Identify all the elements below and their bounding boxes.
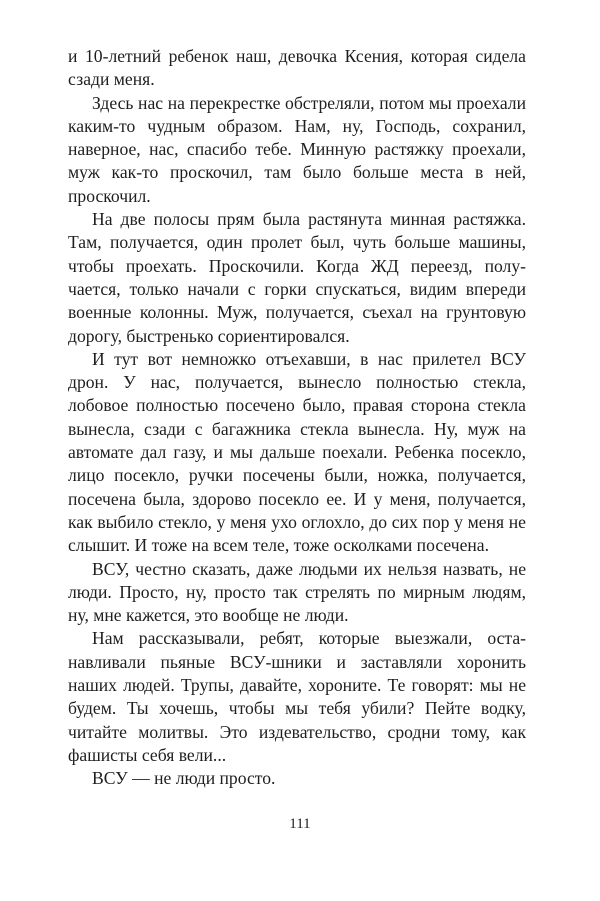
- paragraph-2: Здесь нас на перекрестке обстреляли, потом мы проехали каким-то чудным образом. Нам, ну, Господь, сохранил, наверное, нас, спасибо тебе. Минную растяжку проехали, муж как-то проскочил, там было больше места в ней, проскочил.: [68, 92, 526, 206]
- paragraph-7: ВСУ — не люди просто.: [92, 768, 276, 789]
- paragraph-4: И тут вот немножко отъехавши, в нас прилетел ВСУ дрон. У нас, получается, вынесло полностью стекла, лобовое полностью посечено было, правая сторона стекла вынесла, сзади с багажника стекла вынесла. Ну, муж на автомате дал газу, и мы дальше поехали. Ребенка посекло, лицо посекло, ручки посечены были, ножка, получается, посечена была, здорово посекло ее. И у меня, получается, как выбило стекло, у меня ухо оглохло, до сих пор у меня не слышит. И тоже на всем теле, тоже осколками посечена.: [68, 348, 526, 556]
- paragraph-3: На две полосы прям была растянута минная растяжка. Там, получается, один пролет был, чуть больше машины, чтобы проехать. Проскочили. Когда ЖД переезд, получается, только начали с горки спускаться, видим впереди военные колонны. Муж, получается, съехал на грунтовую дорогу, быстренько сориентировался.: [68, 209, 526, 346]
- body-text: [68, 45, 526, 791]
- paragraph-6: Нам рассказывали, ребят, которые выезжали, останавливали пьяные ВСУ-шники и заставляли хоронить наших людей. Трупы, давайте, хороните. Те говорят: мы не будем. Ты хочешь, чтобы мы тебя убили? Пейте водку, читайте молитвы. Это издевательство, сродни тому, как фашисты себя вели...: [68, 628, 526, 765]
- paragraph-1: и 10-летний ребенок наш, девочка Ксения, которая сидела сзади меня.: [68, 46, 526, 90]
- page-number: 111: [289, 816, 311, 832]
- paragraph-5: ВСУ, честно сказать, даже людьми их нельзя назвать, не люди. Просто, ну, просто так стрелять по мирным людям, ну, мне кажется, это вообще не люди.: [68, 558, 526, 626]
